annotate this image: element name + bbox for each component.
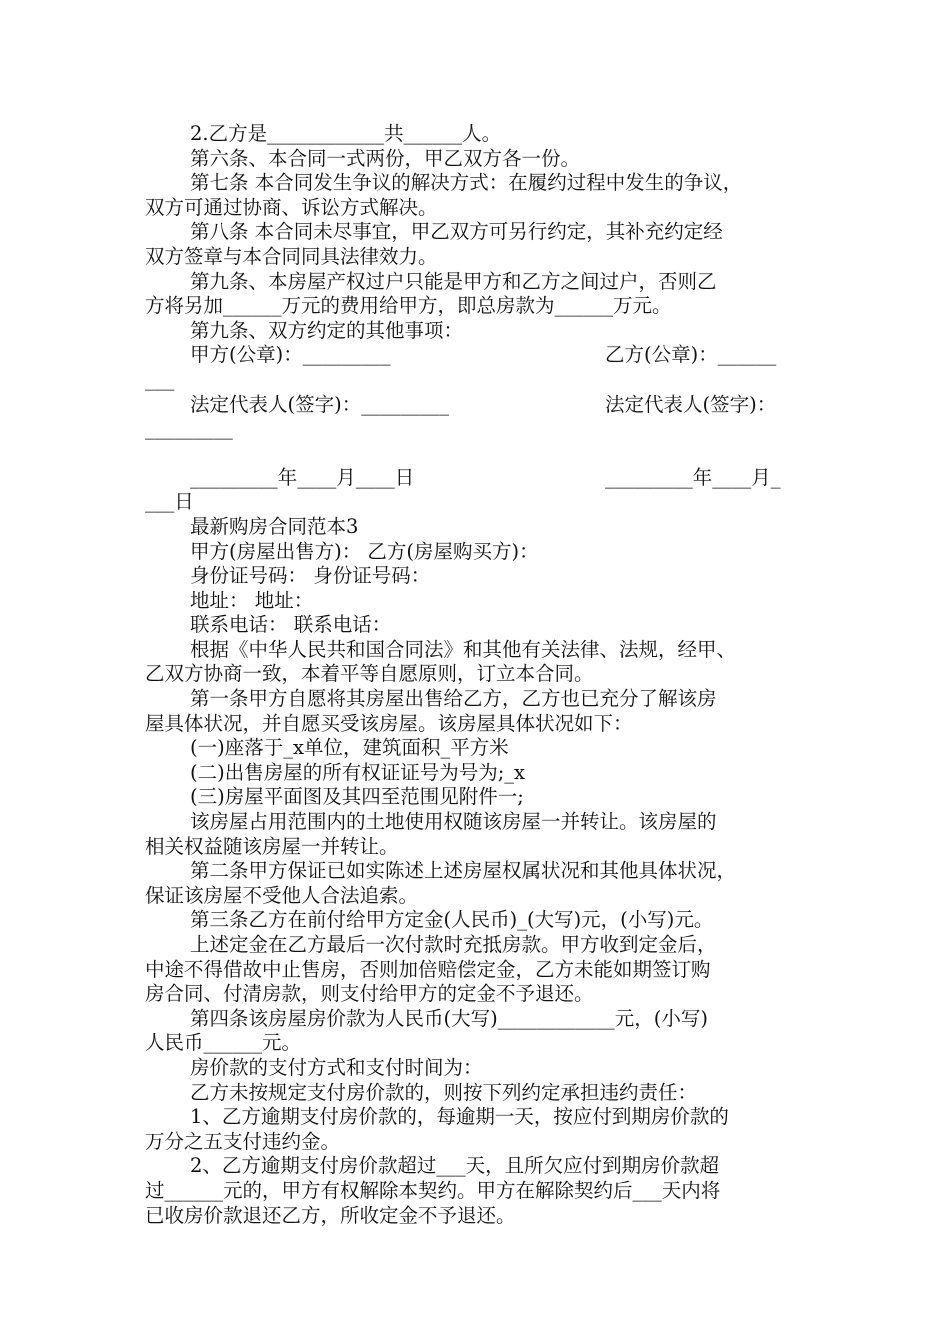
clause-line: 该房屋占用范围内的土地使用权随该房屋一并转让。该房屋的 <box>190 810 717 834</box>
clause-line: 过______元的，甲方有权解除本契约。甲方在解除契约后___天内将 <box>145 1178 721 1202</box>
clause-line: 相关权益随该房屋一并转让。 <box>145 834 399 858</box>
clause-line: 方将另加______万元的费用给甲方，即总房款为______万元。 <box>145 294 672 318</box>
clause-line: 保证该房屋不受他人合法追索。 <box>145 883 419 907</box>
clause-line: 人民币______元。 <box>145 1031 302 1055</box>
party-a-date: _________年____月____日 <box>190 465 415 489</box>
representative-row <box>145 393 810 418</box>
clause-line: 第一条甲方自愿将其房屋出售给乙方，乙方也已充分了解该房 <box>190 687 717 711</box>
clause-line: 双方签章与本合同同具法律效力。 <box>145 244 438 268</box>
clause-line: 第四条该房屋房价款为人民币(大写)____________元，(小写) <box>190 1006 708 1030</box>
party-b-representative-continuation: _________ <box>145 417 233 441</box>
clause-line: 上述定金在乙方最后一次付款时充抵房款。甲方收到定金后， <box>190 933 717 956</box>
clause-line: 乙双方协商一致，本着平等自愿原则，订立本合同。 <box>145 662 594 686</box>
clause-line: (一)座落于_x单位，建筑面积_平方米 <box>190 736 509 760</box>
clause-line: 第八条 本合同未尽事宜，甲乙双方可另行约定，其补充约定经 <box>190 220 723 244</box>
party-b-seal-continuation: ___ <box>145 367 175 391</box>
clause-line: 2.乙方是____________共______人。 <box>190 122 502 145</box>
clause-line: 第七条 本合同发生争议的解决方式：在履约过程中发生的争议， <box>190 171 743 195</box>
clause-line: 第九条、本房屋产权过户只能是甲方和乙方之间过户，否则乙 <box>190 269 717 293</box>
party-b-representative: 法定代表人(签字)： <box>605 392 777 416</box>
clause-line: 已收房价款退还乙方，所收定金不予退还。 <box>145 1203 516 1227</box>
clause-line: 第二条甲方保证已如实陈述上述房屋权属状况和其他具体状况， <box>190 859 737 883</box>
clause-line: 乙方未按规定支付房价款的，则按下列约定承担违约责任： <box>190 1080 698 1104</box>
clause-line: 房价款的支付方式和支付时间为： <box>190 1055 483 1079</box>
clause-line: 身份证号码： 身份证号码： <box>190 564 431 588</box>
clause-line: 万分之五支付违约金。 <box>145 1129 341 1153</box>
clause-line: 第六条、本合同一式两份，甲乙双方各一份。 <box>190 146 581 170</box>
date-row <box>145 466 810 491</box>
contract-page <box>145 122 810 1228</box>
spacer <box>145 442 810 466</box>
party-b-seal: 乙方(公章)：______ <box>605 343 777 367</box>
clause-line: 联系电话： 联系电话： <box>190 613 392 637</box>
clause-line: 甲方(房屋出售方)： 乙方(房屋购买方)： <box>190 539 539 563</box>
clause-line: 房合同、付清房款，则支付给甲方的定金不予退还。 <box>145 982 594 1006</box>
clause-line: 根据《中华人民共和国合同法》和其他有关法律、法规，经甲、 <box>190 637 737 661</box>
section-title: 最新购房合同范本3 <box>190 514 359 538</box>
party-b-date-continuation: ___日 <box>145 490 194 514</box>
clause-line: 双方可通过协商、诉讼方式解决。 <box>145 195 438 219</box>
party-b-date: _________年____月_ <box>605 465 781 489</box>
clause-line: 中途不得借故中止售房，否则加倍赔偿定金，乙方未能如期签订购 <box>145 957 711 981</box>
party-a-seal: 甲方(公章)：_________ <box>190 343 391 367</box>
clause-line: 屋具体状况，并自愿买受该房屋。该房屋具体状况如下： <box>145 711 633 735</box>
clause-line: (二)出售房屋的所有权证证号为号为;_x <box>190 760 526 784</box>
party-a-representative: 法定代表人(签字)：_________ <box>190 392 449 416</box>
seal-row <box>145 343 810 368</box>
clause-line: 地址： 地址： <box>190 588 314 612</box>
clause-line: 1、乙方逾期支付房价款的，每逾期一天，按应付到期房价款的 <box>190 1105 729 1129</box>
clause-line: (三)房屋平面图及其四至范围见附件一; <box>190 785 524 809</box>
clause-line: 第九条、双方约定的其他事项： <box>190 318 464 342</box>
clause-line: 第三条乙方在前付给甲方定金(人民币)_(大写)元，(小写)元。 <box>190 908 714 932</box>
clause-line: 2、乙方逾期支付房价款超过___天，且所欠应付到期房价款超 <box>190 1154 720 1178</box>
